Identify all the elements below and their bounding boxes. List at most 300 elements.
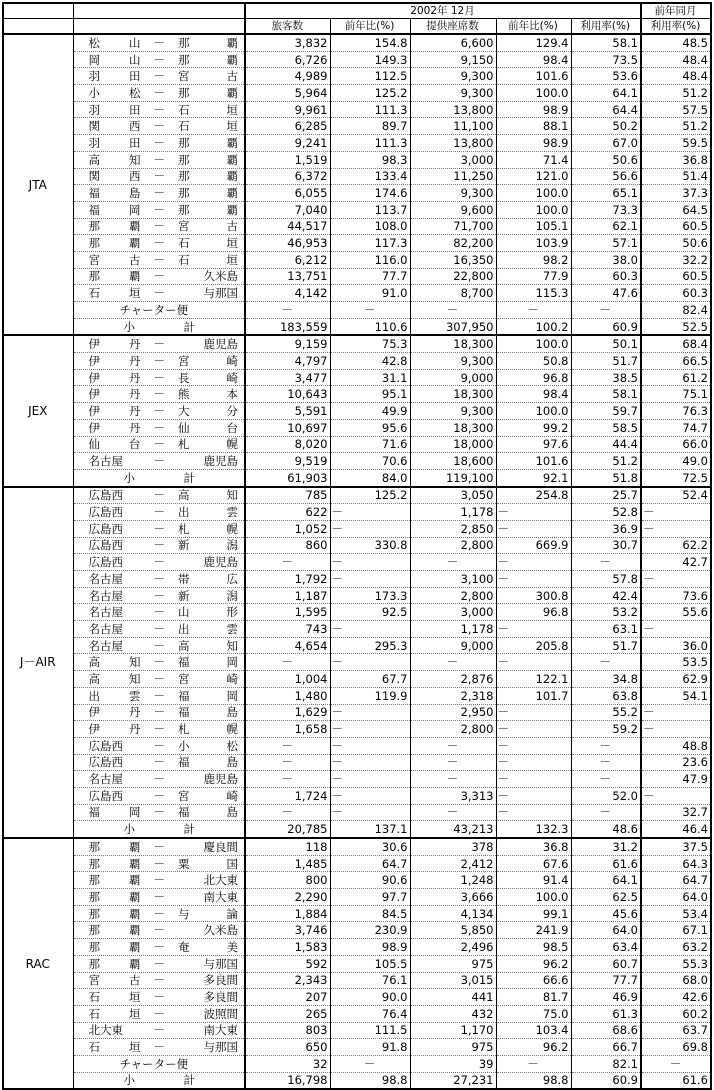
- route-destination-char: 那: [178, 135, 190, 150]
- route-destination-char: 小: [178, 738, 190, 753]
- route-destination-char: 宮: [178, 353, 190, 368]
- cell-prev-load: 51.2: [641, 118, 711, 135]
- route-origin-char: 石: [88, 286, 100, 301]
- cell-pax-yoy: 149.3: [330, 51, 410, 68]
- cell-load: 64.1: [571, 85, 641, 102]
- cell-seats: 432: [410, 1005, 496, 1022]
- route-origin: [89, 119, 141, 133]
- route-destination-char: 論: [226, 906, 238, 921]
- cell-passengers: 9,961: [245, 101, 330, 118]
- subtotal-cell-seats-yoy: 98.8: [496, 1072, 571, 1089]
- route-destination-char: 覇: [226, 35, 238, 50]
- cell-seats: 9,300: [410, 403, 496, 420]
- cell-pax-yoy: 113.7: [330, 201, 410, 218]
- route-cell: [73, 68, 245, 85]
- header-blank-group-2: [3, 19, 73, 35]
- subtotal-row: [3, 1072, 711, 1089]
- route-origin-char: 関: [88, 119, 100, 134]
- cell-passengers: 1,595: [245, 604, 330, 621]
- cell-seats-yoy: 105.1: [496, 218, 571, 235]
- route-origin: [89, 253, 141, 267]
- table-row: [3, 1039, 711, 1056]
- route-cell: [73, 201, 245, 218]
- cell-load: 66.7: [571, 1039, 641, 1056]
- route-destination: [178, 805, 238, 819]
- cell-pax-yoy: 108.0: [330, 218, 410, 235]
- route-origin-char: 垣: [129, 286, 141, 301]
- route-destination: [178, 219, 238, 233]
- cell-load: －: [571, 654, 641, 671]
- route-cell: [73, 135, 245, 152]
- cell-load: 30.7: [571, 537, 641, 554]
- route-origin-char: 西: [129, 169, 141, 184]
- route-origin-char: 田: [129, 102, 141, 117]
- cell-seats: 1,178: [410, 621, 496, 638]
- charter-cell-prev-load: 82.4: [641, 302, 711, 319]
- cell-passengers: 6,372: [245, 168, 330, 185]
- cell-passengers: 265: [245, 1005, 330, 1022]
- route-destination-char: 仙: [178, 420, 190, 435]
- cell-passengers: 785: [245, 487, 330, 504]
- route-separator: －: [153, 252, 165, 267]
- route-cell: [73, 85, 245, 102]
- cell-passengers: 4,797: [245, 353, 330, 370]
- route-destination-char: 高: [178, 488, 190, 503]
- route-cell: [73, 571, 245, 588]
- cell-seats: 2,800: [410, 587, 496, 604]
- cell-seats: 9,600: [410, 201, 496, 218]
- cell-seats-yoy: 205.8: [496, 637, 571, 654]
- cell-load: －: [571, 754, 641, 771]
- route-separator: －: [153, 772, 165, 787]
- cell-passengers: 9,241: [245, 135, 330, 152]
- route-origin-char: 伊: [88, 387, 100, 402]
- table-row: [3, 335, 711, 352]
- route-destination: [178, 655, 238, 669]
- subtotal-cell-seats-yoy: 92.1: [496, 469, 571, 486]
- route-cell: [73, 604, 245, 621]
- route-origin-char: 伊: [88, 722, 100, 737]
- cell-pax-yoy: 95.1: [330, 386, 410, 403]
- route-destination-char: 高: [178, 638, 190, 653]
- cell-pax-yoy: －: [330, 520, 410, 537]
- cell-load: 65.1: [571, 185, 641, 202]
- cell-load: 62.1: [571, 218, 641, 235]
- route-origin: [89, 286, 141, 300]
- cell-passengers: 2,343: [245, 972, 330, 989]
- cell-passengers: －: [245, 804, 330, 821]
- route-origin-char: 台: [129, 437, 141, 452]
- table-row: [3, 922, 711, 939]
- table-row: [3, 251, 711, 268]
- route-origin-char: 那: [88, 956, 100, 971]
- cell-pax-yoy: 70.6: [330, 453, 410, 470]
- route-origin: [89, 957, 141, 971]
- cell-load: 56.6: [571, 168, 641, 185]
- cell-load: 73.3: [571, 201, 641, 218]
- route-cell: [73, 436, 245, 453]
- charter-label: チャーター便: [73, 1055, 245, 1072]
- cell-pax-yoy: 330.8: [330, 537, 410, 554]
- cell-prev-load: 49.0: [641, 453, 711, 470]
- route-cell: [73, 520, 245, 537]
- route-origin-char: 岡: [129, 202, 141, 217]
- route-destination-char: 福: [178, 805, 190, 820]
- cell-seats: 2,876: [410, 671, 496, 688]
- cell-seats-yoy: －: [496, 804, 571, 821]
- route-origin-char: 羽: [88, 69, 100, 84]
- cell-seats-yoy: 98.5: [496, 939, 571, 956]
- route-cell: [73, 353, 245, 370]
- route-origin-char: 覇: [129, 923, 141, 938]
- table-row: [3, 235, 711, 252]
- cell-passengers: 3,477: [245, 369, 330, 386]
- cell-passengers: 592: [245, 955, 330, 972]
- subtotal-label-a: 小: [123, 470, 135, 485]
- cell-pax-yoy: 84.5: [330, 905, 410, 922]
- route-origin-char: 丹: [129, 705, 141, 720]
- route-origin: [89, 940, 141, 954]
- cell-load: 36.9: [571, 520, 641, 537]
- route-destination-char: 那: [178, 169, 190, 184]
- route-origin-char: 垣: [129, 990, 141, 1005]
- cell-load: 50.6: [571, 151, 641, 168]
- route-destination: [178, 203, 238, 217]
- cell-pax-yoy: 31.1: [330, 369, 410, 386]
- cell-prev-load: －: [641, 571, 711, 588]
- route-destination: 与那国: [203, 956, 238, 971]
- table-row: [3, 671, 711, 688]
- cell-prev-load: 23.6: [641, 754, 711, 771]
- cell-pax-yoy: －: [330, 704, 410, 721]
- cell-prev-load: 57.5: [641, 101, 711, 118]
- route-cell: [73, 118, 245, 135]
- cell-seats-yoy: 81.7: [496, 989, 571, 1006]
- route-destination: [178, 354, 238, 368]
- route-destination: [178, 705, 238, 719]
- cell-load: 50.1: [571, 335, 641, 352]
- cell-load: 58.1: [571, 386, 641, 403]
- route-separator: －: [153, 454, 165, 469]
- route-cell: [73, 737, 245, 754]
- cell-seats-yoy: －: [496, 787, 571, 804]
- route-cell: [73, 804, 245, 821]
- cell-pax-yoy: －: [330, 754, 410, 771]
- route-origin: [89, 437, 141, 451]
- cell-pax-yoy: 30.6: [330, 838, 410, 855]
- route-destination-char: 宮: [178, 219, 190, 234]
- cell-seats-yoy: 100.0: [496, 201, 571, 218]
- cell-prev-load: 48.5: [641, 34, 711, 51]
- route-cell: [73, 922, 245, 939]
- route-separator: －: [153, 152, 165, 167]
- charter-cell-seats: －: [410, 302, 496, 319]
- route-separator: －: [153, 923, 165, 938]
- cell-passengers: －: [245, 754, 330, 771]
- table-row: [3, 972, 711, 989]
- route-origin: [89, 873, 141, 887]
- cell-passengers: 9,519: [245, 453, 330, 470]
- cell-load: 60.3: [571, 268, 641, 285]
- cell-load: 57.8: [571, 571, 641, 588]
- route-separator: －: [153, 85, 165, 100]
- cell-prev-load: 66.0: [641, 436, 711, 453]
- route-separator: －: [153, 906, 165, 921]
- cell-seats: 3,015: [410, 972, 496, 989]
- cell-prev-load: 36.8: [641, 151, 711, 168]
- charter-label: チャーター便: [73, 302, 245, 319]
- route-destination-char: 熊: [178, 387, 190, 402]
- route-origin: [89, 890, 141, 904]
- cell-passengers: 800: [245, 872, 330, 889]
- route-origin: [89, 990, 141, 1004]
- cell-passengers: 1,187: [245, 587, 330, 604]
- route-separator: －: [153, 135, 165, 150]
- route-cell: [73, 989, 245, 1006]
- route-destination-char: 石: [178, 119, 190, 134]
- subtotal-label-a: 小: [123, 319, 135, 334]
- cell-pax-yoy: 97.7: [330, 889, 410, 906]
- route-destination: 与那国: [203, 286, 238, 301]
- cell-seats-yoy: 96.2: [496, 1039, 571, 1056]
- subtotal-cell-passengers: 61,903: [245, 469, 330, 486]
- route-separator: －: [153, 638, 165, 653]
- cell-pax-yoy: 75.3: [330, 335, 410, 352]
- cell-prev-load: 54.1: [641, 687, 711, 704]
- route-separator: －: [153, 1040, 165, 1055]
- route-origin-char: 丹: [129, 337, 141, 352]
- route-origin-char: 宮: [88, 973, 100, 988]
- cell-load: 68.6: [571, 1022, 641, 1039]
- route-destination-char: 福: [178, 688, 190, 703]
- route-destination: [178, 253, 238, 267]
- cell-pax-yoy: 76.1: [330, 972, 410, 989]
- route-cell: [73, 872, 245, 889]
- cell-passengers: 1,724: [245, 787, 330, 804]
- route-origin-char: 那: [88, 219, 100, 234]
- route-destination: 与那国: [203, 1040, 238, 1055]
- cell-seats-yoy: 75.0: [496, 1005, 571, 1022]
- route-destination-char: 古: [226, 69, 238, 84]
- cell-passengers: 650: [245, 1039, 330, 1056]
- cell-prev-load: 60.5: [641, 268, 711, 285]
- subtotal-row: [3, 469, 711, 486]
- route-destination-char: 那: [178, 35, 190, 50]
- route-separator: －: [153, 671, 165, 686]
- route-destination: 南大東: [203, 889, 238, 904]
- cell-prev-load: －: [641, 704, 711, 721]
- route-origin: 名古屋: [88, 772, 123, 787]
- route-destination: 多良間: [203, 990, 238, 1005]
- cell-prev-load: －: [641, 721, 711, 738]
- route-cell: [73, 939, 245, 956]
- cell-seats: 18,600: [410, 453, 496, 470]
- route-origin-char: 知: [129, 152, 141, 167]
- route-origin: 広島西: [88, 738, 123, 753]
- route-destination-char: 分: [226, 403, 238, 418]
- table-row: [3, 889, 711, 906]
- route-destination-char: 福: [178, 755, 190, 770]
- cell-prev-load: 48.4: [641, 68, 711, 85]
- charter-cell-load: 82.1: [571, 1055, 641, 1072]
- charter-cell-seats: 39: [410, 1055, 496, 1072]
- table-row: [3, 554, 711, 571]
- route-origin-char: 西: [129, 119, 141, 134]
- cell-passengers: 1,884: [245, 905, 330, 922]
- route-origin-char: 垣: [129, 1006, 141, 1021]
- subtotal-cell-seats-yoy: 132.3: [496, 821, 571, 838]
- cell-passengers: 6,055: [245, 185, 330, 202]
- route-origin: 名古屋: [88, 588, 123, 603]
- cell-load: 44.4: [571, 436, 641, 453]
- route-origin: [89, 36, 141, 50]
- table-row: [3, 571, 711, 588]
- airline-group-label: JEX: [3, 335, 73, 486]
- route-destination-char: 美: [226, 939, 238, 954]
- cell-prev-load: 73.6: [641, 587, 711, 604]
- cell-seats-yoy: －: [496, 504, 571, 521]
- route-cell: [73, 168, 245, 185]
- route-cell: [73, 771, 245, 788]
- route-origin-char: 知: [129, 655, 141, 670]
- route-destination-char: 雲: [226, 621, 238, 636]
- route-origin-char: 覇: [129, 269, 141, 284]
- cell-load: 63.8: [571, 687, 641, 704]
- route-separator: －: [153, 839, 165, 854]
- cell-prev-load: 48.4: [641, 51, 711, 68]
- route-separator: －: [153, 655, 165, 670]
- route-separator: －: [153, 705, 165, 720]
- subtotal-cell-seats-yoy: 100.2: [496, 318, 571, 335]
- route-separator: －: [153, 788, 165, 803]
- subtotal-row: [3, 821, 711, 838]
- cell-pax-yoy: 90.0: [330, 989, 410, 1006]
- header-row-columns: [3, 19, 711, 35]
- cell-prev-load: 66.5: [641, 353, 711, 370]
- route-destination-char: 札: [178, 521, 190, 536]
- cell-passengers: 118: [245, 838, 330, 855]
- table-row: [3, 838, 711, 855]
- route-origin-char: 出: [88, 688, 100, 703]
- route-cell: [73, 687, 245, 704]
- route-cell: [73, 235, 245, 252]
- cell-passengers: 7,040: [245, 201, 330, 218]
- route-separator: －: [153, 805, 165, 820]
- route-separator: －: [153, 588, 165, 603]
- route-cell: [73, 1039, 245, 1056]
- cell-load: 58.5: [571, 419, 641, 436]
- cell-seats: 975: [410, 1039, 496, 1056]
- cell-seats-yoy: 103.9: [496, 235, 571, 252]
- route-cell: [73, 1022, 245, 1039]
- route-destination: 鹿児島: [203, 337, 238, 352]
- cell-seats: 18,000: [410, 436, 496, 453]
- cell-prev-load: 32.2: [641, 251, 711, 268]
- col-header-load-factor: 利用率(%): [571, 19, 641, 35]
- cell-pax-yoy: 295.3: [330, 637, 410, 654]
- cell-pax-yoy: 77.7: [330, 268, 410, 285]
- subtotal-cell-seats: 307,950: [410, 318, 496, 335]
- route-destination-char: 国: [226, 856, 238, 871]
- cell-seats: 18,300: [410, 419, 496, 436]
- route-origin-char: 山: [129, 52, 141, 67]
- route-origin-char: 田: [129, 69, 141, 84]
- route-origin: [89, 354, 141, 368]
- cell-seats-yoy: 100.0: [496, 403, 571, 420]
- route-separator: －: [153, 387, 165, 402]
- route-origin-char: 関: [88, 169, 100, 184]
- col-header-passengers: 旅客数: [245, 19, 330, 35]
- route-destination-char: 雲: [226, 505, 238, 520]
- cell-prev-load: 63.7: [641, 1022, 711, 1039]
- cell-pax-yoy: 91.8: [330, 1039, 410, 1056]
- route-origin: [89, 169, 141, 183]
- route-cell: [73, 51, 245, 68]
- route-destination-char: 石: [178, 236, 190, 251]
- route-cell: [73, 268, 245, 285]
- route-destination: [178, 186, 238, 200]
- route-destination: [178, 371, 238, 385]
- route-destination-char: 那: [178, 52, 190, 67]
- cell-seats-yoy: －: [496, 571, 571, 588]
- cell-pax-yoy: 116.0: [330, 251, 410, 268]
- route-origin-char: 那: [88, 839, 100, 854]
- period-header: 2002年 12月: [245, 3, 641, 19]
- route-origin-char: 高: [88, 152, 100, 167]
- cell-seats: －: [410, 754, 496, 771]
- subtotal-cell-load: 48.6: [571, 821, 641, 838]
- route-destination: [178, 404, 238, 418]
- cell-prev-load: －: [641, 621, 711, 638]
- table-row: [3, 185, 711, 202]
- table-row: [3, 101, 711, 118]
- cell-seats: 3,000: [410, 151, 496, 168]
- cell-load: 47.6: [571, 285, 641, 302]
- route-destination-char: 大: [178, 403, 190, 418]
- cell-load: 63.1: [571, 621, 641, 638]
- cell-passengers: －: [245, 554, 330, 571]
- route-origin-char: 伊: [88, 370, 100, 385]
- subtotal-cell-passengers: 183,559: [245, 318, 330, 335]
- cell-seats: 1,248: [410, 872, 496, 889]
- route-destination-char: 新: [178, 538, 190, 553]
- subtotal-cell-pax-yoy: 84.0: [330, 469, 410, 486]
- route-separator: －: [153, 219, 165, 234]
- cell-passengers: 3,832: [245, 34, 330, 51]
- route-separator: －: [153, 722, 165, 737]
- cell-seats-yoy: 98.4: [496, 51, 571, 68]
- route-destination-char: 那: [178, 85, 190, 100]
- route-cell: [73, 487, 245, 504]
- table-row: [3, 487, 711, 504]
- route-origin-char: 島: [129, 186, 141, 201]
- cell-seats: 18,300: [410, 335, 496, 352]
- route-origin: [89, 387, 141, 401]
- route-destination-char: 宮: [178, 671, 190, 686]
- cell-seats-yoy: 98.4: [496, 386, 571, 403]
- charter-row: [3, 1055, 711, 1072]
- cell-passengers: －: [245, 771, 330, 788]
- table-row: [3, 637, 711, 654]
- cell-prev-load: 36.0: [641, 637, 711, 654]
- route-origin: [89, 672, 141, 686]
- route-destination-char: 島: [226, 805, 238, 820]
- route-separator: －: [153, 102, 165, 117]
- route-destination: [178, 421, 238, 435]
- route-cell: [73, 453, 245, 470]
- cell-seats-yoy: 254.8: [496, 487, 571, 504]
- route-cell: [73, 855, 245, 872]
